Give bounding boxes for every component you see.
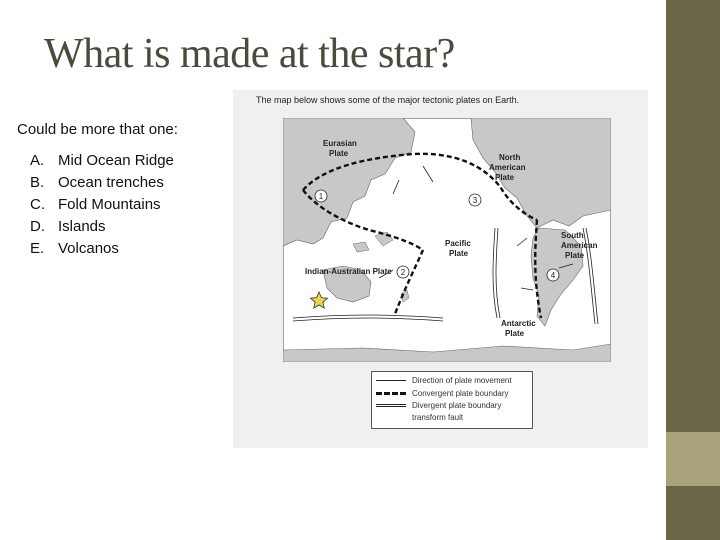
marker-3: 3 [472, 196, 478, 205]
answer-options [30, 150, 174, 260]
label-south-american-plate: Plate [565, 251, 585, 260]
option-letter: E. [30, 240, 45, 257]
label-eurasian: Eurasian [323, 139, 357, 148]
legend-item-transform [376, 412, 463, 423]
option-text: Islands [58, 218, 106, 235]
option-letter: C. [30, 196, 45, 213]
legend-label: Divergent plate boundary [412, 401, 502, 410]
decorative-block-dark [666, 486, 720, 540]
option-letter: A. [30, 152, 45, 169]
label-indian-australian: Indian-Australian Plate [305, 267, 392, 276]
answer-option [30, 172, 174, 194]
option-text: Mid Ocean Ridge [58, 152, 174, 169]
answer-option [30, 238, 174, 260]
legend-item-divergent [376, 400, 501, 411]
option-text: Ocean trenches [58, 174, 164, 191]
legend-label: Direction of plate movement [412, 376, 512, 385]
figure-caption: The map below shows some of the major tectonic plates on Earth. [256, 95, 520, 105]
label-north-american: American [489, 163, 526, 172]
option-letter: B. [30, 174, 45, 191]
answer-option [30, 150, 174, 172]
label-eurasian-plate: Plate [329, 149, 349, 158]
option-text: Fold Mountains [58, 196, 161, 213]
divergent-line-icon [376, 404, 406, 407]
marker-4: 4 [550, 271, 556, 280]
legend-item-movement [376, 375, 512, 386]
option-text: Volcanos [58, 240, 119, 257]
map-legend [371, 371, 533, 429]
label-south-american: American [561, 241, 598, 250]
marker-2: 2 [400, 268, 406, 277]
slide-title: What is made at the star? [44, 31, 455, 77]
arrow-icon [376, 380, 406, 381]
decorative-sidebar-bottom [666, 432, 720, 540]
legend-item-convergent [376, 388, 509, 399]
answer-option [30, 216, 174, 238]
label-pacific-plate: Plate [449, 249, 469, 258]
label-north-american-plate: Plate [495, 173, 515, 182]
label-antarctic-plate: Plate [505, 329, 525, 338]
decorative-sidebar-top [666, 0, 720, 432]
legend-label: transform fault [412, 413, 464, 422]
decorative-block-light [666, 432, 720, 486]
label-antarctic: Antarctic [501, 319, 536, 328]
legend-label: Convergent plate boundary [412, 389, 509, 398]
answer-option [30, 194, 174, 216]
question-intro: Could be more that one: [17, 121, 178, 138]
convergent-line-icon [376, 392, 406, 395]
label-pacific: Pacific [445, 239, 471, 248]
option-letter: D. [30, 218, 45, 235]
marker-1: 1 [318, 192, 324, 201]
label-south: South [561, 231, 584, 240]
label-north: North [499, 153, 521, 162]
tectonic-plate-map [283, 118, 611, 362]
